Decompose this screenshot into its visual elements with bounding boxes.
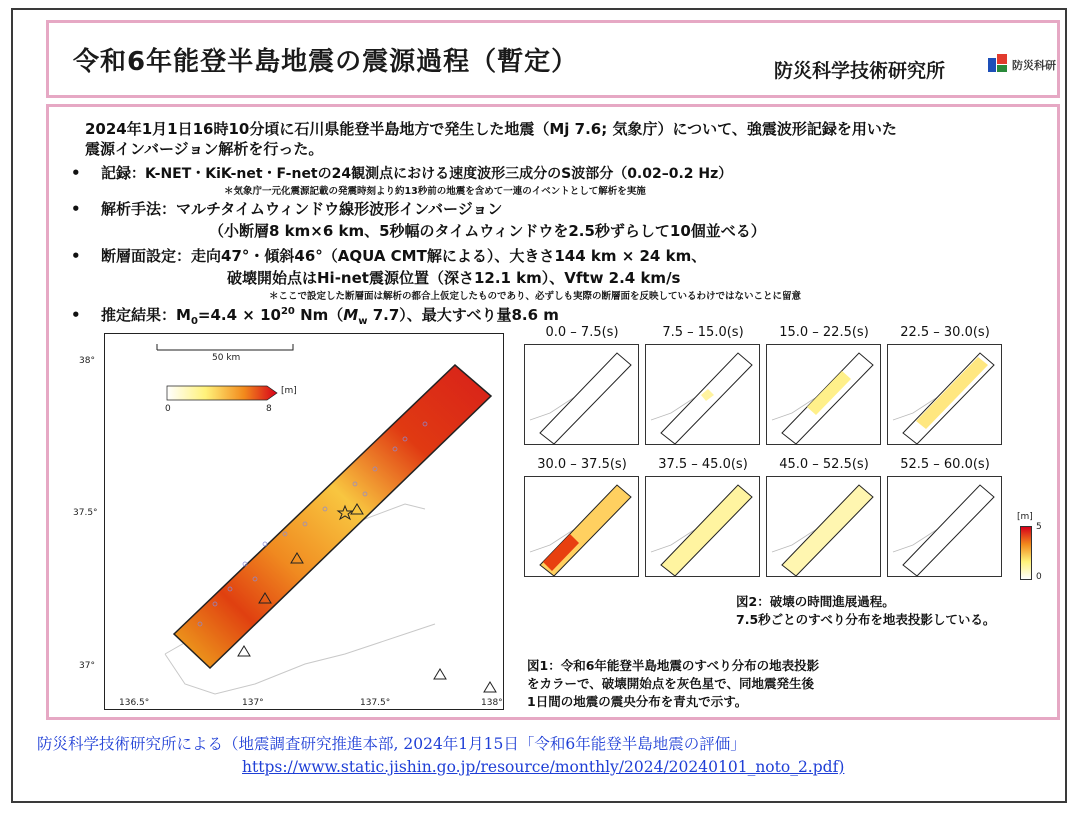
- time-panel-8-svg: [888, 477, 1001, 576]
- source-url-link[interactable]: https://www.static.jishin.go.jp/resource/monthly/2024/20240101_noto_2.pdf): [242, 758, 845, 776]
- result-max-slip: 7.7）、最大すべり量8.6 m: [367, 306, 559, 324]
- panel-label-3: 15.0 – 22.5(s): [779, 325, 869, 340]
- slide-title: 令和6年能登半島地震の震源過程（暫定）: [73, 47, 579, 77]
- fig1-caption-2: をカラーで、破壊開始点を灰色星で、同地震発生後: [527, 676, 815, 691]
- fault-plane: [174, 365, 491, 668]
- panel-label-2: 7.5 – 15.0(s): [662, 325, 744, 340]
- time-panel-7-svg: [767, 477, 880, 576]
- lat-label-37-5: 37.5°: [73, 508, 98, 518]
- time-panel-3-svg: [767, 345, 880, 444]
- time-panel-4-svg: [888, 345, 1001, 444]
- bullet-method-text: ：マルチタイムウィンドウ線形波形インバージョン: [161, 200, 503, 218]
- bullet-result: • 推定結果：$M_0=4.4 \times 10^{20}$ $Nm(M_w$ 7.7）、最大すべり量8.6 m: [71, 306, 559, 327]
- scale-label: 50 km: [212, 353, 241, 363]
- panel-label-5: 30.0 – 37.5(s): [537, 457, 627, 472]
- bullet-fault-note: ＊ここで設定した断層面は解析の都合上仮定したものであり、必ずしも実際の断層面を反映しているわけではないことに留意: [269, 291, 802, 302]
- bullet-records: • 記録：K-NET・KiK-net・F-netの24観測点における速度波形三成分のS波部分（0.02–0.2 Hz）: [71, 164, 733, 182]
- bullet-fault: • 断層面設定：走向47°・傾斜46°（AQUA CMT解による）、大きさ144 km × 24 km、: [71, 247, 707, 265]
- time-panel-8: [887, 476, 1002, 577]
- time-panel-4: [887, 344, 1002, 445]
- bullet-method-label: 解析手法: [101, 200, 162, 218]
- colorbar-min: 0: [165, 404, 171, 414]
- title-bar: [46, 20, 1060, 98]
- fig2-caption-1: 図2：破壊の時間進展過程。: [736, 594, 895, 609]
- time-panel-2-svg: [646, 345, 759, 444]
- bullet-method: • 解析手法：マルチタイムウィンドウ線形波形インバージョン: [71, 200, 503, 218]
- nied-logo-icon: [987, 54, 1009, 76]
- scale-bar: [157, 344, 293, 350]
- time-colorbar-min: 0: [1036, 572, 1042, 582]
- time-panel-7: [766, 476, 881, 577]
- result-unit: Nm（: [294, 306, 344, 324]
- intro-text: [85, 119, 1045, 159]
- bullet-fault-text: ：走向47°・傾斜46°（AQUA CMT解による）、大きさ144 km × 24 km、: [176, 247, 707, 265]
- time-panel-1: [524, 344, 639, 445]
- colorbar-unit: [m]: [281, 386, 297, 396]
- fig1-caption-1: 図1：令和6年能登半島地震のすべり分布の地表投影: [527, 658, 820, 673]
- time-panel-6-svg: [646, 477, 759, 576]
- time-panel-colorbar: [1020, 526, 1032, 580]
- time-panel-6: [645, 476, 760, 577]
- lon-label-137: 137°: [242, 698, 264, 708]
- bullet-method-sub: （小断層8 km×6 km、5秒幅のタイムウィンドウを2.5秒ずらして10個並べる）: [209, 222, 766, 240]
- bullet-fault-sub: 破壊開始点はHi-net震源位置（深さ12.1 km）、Vftw 2.4 km/s: [227, 269, 681, 287]
- organization-name: 防災科学技術研究所: [774, 60, 946, 82]
- panel-label-6: 37.5 – 45.0(s): [658, 457, 748, 472]
- time-panel-1-svg: [525, 345, 638, 444]
- panel-label-4: 22.5 – 30.0(s): [900, 325, 990, 340]
- fig2-caption-2: 7.5秒ごとのすべり分布を地表投影している。: [736, 612, 996, 627]
- bullet-records-label: 記録: [101, 164, 132, 182]
- bullet-records-note: ＊気象庁一元化震源記載の発震時刻より約13秒前の地震を含めて一連のイベントとして解析を実施: [224, 186, 646, 197]
- result-mw-sub: w: [358, 316, 368, 327]
- panel-label-8: 52.5 – 60.0(s): [900, 457, 990, 472]
- intro-line-2: 震源インバージョン解析を行った。: [85, 140, 324, 158]
- lon-label-137-5: 137.5°: [360, 698, 391, 708]
- result-value: =4.4 × 10: [197, 306, 281, 324]
- panel-label-7: 45.0 – 52.5(s): [779, 457, 869, 472]
- time-colorbar-max: 5: [1036, 522, 1042, 532]
- colorbar-max: 8: [266, 404, 272, 414]
- lon-label-136-5: 136.5°: [119, 698, 150, 708]
- time-panel-3: [766, 344, 881, 445]
- fig1-caption-3: 1日間の地震の震央分布を青丸で示す。: [527, 694, 748, 709]
- slide: [46, 20, 1060, 720]
- result-m0: ：M: [161, 306, 191, 324]
- content-box: [46, 104, 1060, 720]
- bullet-result-label: 推定結果: [101, 306, 162, 324]
- result-mw: M: [343, 306, 359, 324]
- slip-colorbar: [167, 386, 277, 400]
- slide-frame: [11, 8, 1067, 803]
- lat-label-37: 37°: [79, 661, 95, 671]
- lon-label-138: 138°: [481, 698, 503, 708]
- time-panel-2: [645, 344, 760, 445]
- slip-map-svg: [105, 334, 503, 709]
- result-m0-sub: 0: [190, 316, 198, 327]
- org-logo: [987, 54, 1056, 76]
- result-exponent: 20: [280, 306, 295, 317]
- panel-label-1: 0.0 – 7.5(s): [545, 325, 619, 340]
- lat-label-38: 38°: [79, 356, 95, 366]
- slip-map: [73, 333, 504, 710]
- intro-line-1: 2024年1月1日16時10分頃に石川県能登半島地方で発生した地震（Mj 7.6; 気象庁）について、強震波形記録を用いた: [85, 120, 897, 138]
- bullet-records-text: ：K-NET・KiK-net・F-netの24観測点における速度波形三成分のS波部分（0.02–0.2 Hz）: [131, 166, 733, 182]
- time-colorbar-unit: [m]: [1017, 512, 1033, 522]
- time-panel-5: [524, 476, 639, 577]
- logo-text: 防災科研: [1012, 59, 1056, 72]
- time-panel-5-svg: [525, 477, 638, 576]
- bullet-fault-label: 断層面設定: [101, 247, 177, 265]
- source-citation: 防災科学技術研究所による（地震調査研究推進本部, 2024年1月15日「令和6年能登半島地震の評価」: [37, 735, 746, 753]
